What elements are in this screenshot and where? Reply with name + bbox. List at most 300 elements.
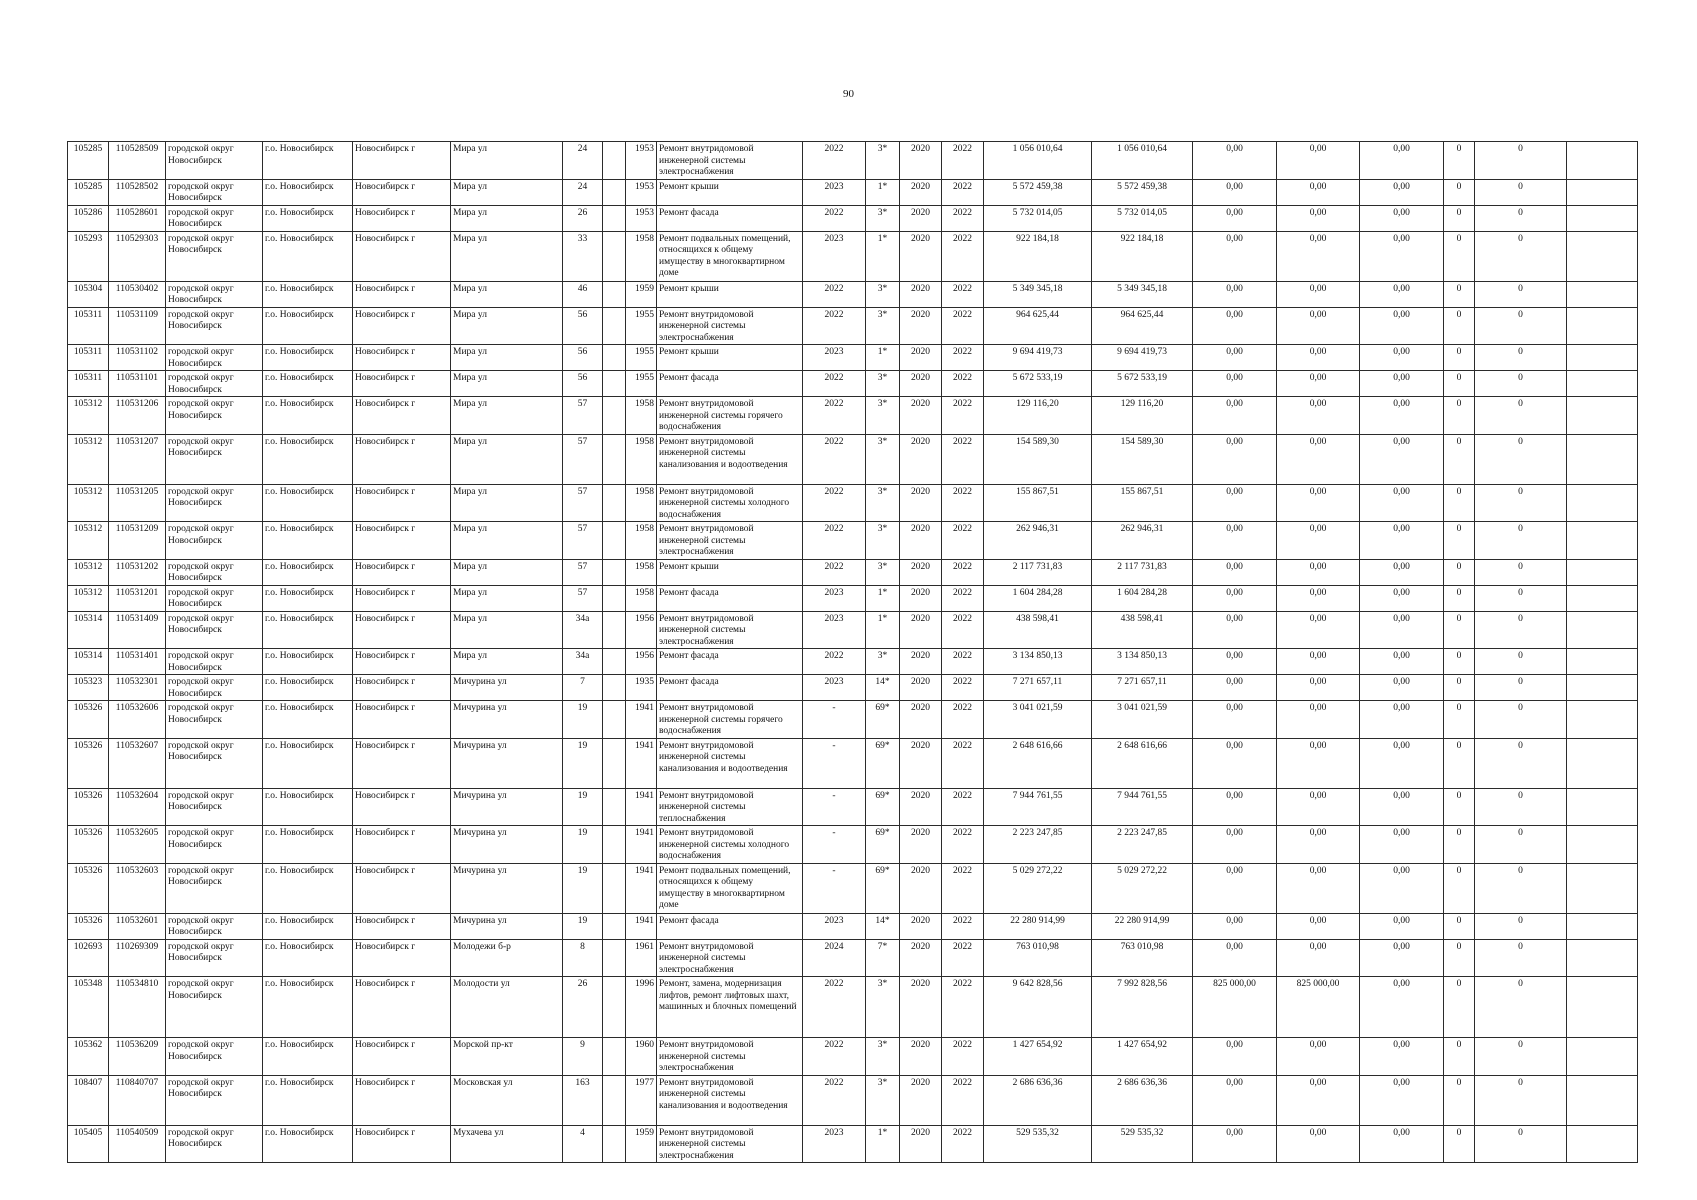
settlement-cell: Новосибирск г: [353, 826, 451, 864]
code-cell: 110532605: [109, 826, 166, 864]
id-cell: 105323: [68, 675, 109, 701]
settlement-cell: Новосибирск г: [353, 397, 451, 435]
budget-c-cell: 0,00: [1360, 484, 1444, 522]
municipality-cell: городской округ Новосибирск: [166, 397, 263, 435]
house-number-cell: 34а: [563, 611, 603, 649]
start-year-cell: 2020: [900, 701, 942, 739]
built-year-cell: 1941: [626, 913, 657, 939]
district-cell: г.о. Новосибирск: [263, 345, 353, 371]
budget-c-cell: 0,00: [1360, 345, 1444, 371]
budget-c-cell: 0,00: [1360, 675, 1444, 701]
plan-year-cell: 2022: [803, 434, 866, 484]
table-row: [68, 738, 1638, 788]
municipality-cell: городской округ Новосибирск: [166, 142, 263, 180]
work-type-cell: Ремонт, замена, модернизация лифтов, ремонт лифтовых шахт, машинных и блочных помещений: [657, 977, 803, 1038]
work-type-cell: Ремонт внутридомовой инженерной системы горячего водоснабжения: [657, 701, 803, 739]
building-cell: [603, 701, 626, 739]
district-cell: г.о. Новосибирск: [263, 281, 353, 307]
district-cell: г.о. Новосибирск: [263, 142, 353, 180]
work-type-cell: Ремонт внутридомовой инженерной системы горячего водоснабжения: [657, 397, 803, 435]
district-cell: г.о. Новосибирск: [263, 371, 353, 397]
building-cell: [603, 913, 626, 939]
total-cost-cell: 262 946,31: [984, 522, 1092, 560]
qty-b-cell: 0: [1475, 1075, 1567, 1125]
end-year-cell: 2022: [942, 205, 984, 231]
table-row: [68, 559, 1638, 585]
qty-a-cell: 0: [1444, 863, 1475, 913]
budget-b-cell: 0,00: [1277, 281, 1360, 307]
budget-a-cell: 0,00: [1193, 675, 1277, 701]
street-cell: Мичурина ул: [451, 863, 563, 913]
budget-a-cell: 0,00: [1193, 1125, 1277, 1163]
mark-cell: 3*: [866, 434, 900, 484]
qty-a-cell: 0: [1444, 1125, 1475, 1163]
plan-year-cell: 2023: [803, 345, 866, 371]
extra-cell: [1567, 1125, 1638, 1163]
qty-a-cell: 0: [1444, 1038, 1475, 1076]
fund-cost-cell: 5 572 459,38: [1092, 179, 1193, 205]
plan-year-cell: 2023: [803, 675, 866, 701]
mark-cell: 1*: [866, 345, 900, 371]
district-cell: г.о. Новосибирск: [263, 522, 353, 560]
district-cell: г.о. Новосибирск: [263, 397, 353, 435]
house-number-cell: 26: [563, 977, 603, 1038]
qty-a-cell: 0: [1444, 231, 1475, 281]
id-cell: 105326: [68, 738, 109, 788]
code-cell: 110532601: [109, 913, 166, 939]
end-year-cell: 2022: [942, 701, 984, 739]
municipality-cell: городской округ Новосибирск: [166, 913, 263, 939]
extra-cell: [1567, 649, 1638, 675]
code-cell: 110531206: [109, 397, 166, 435]
qty-a-cell: 0: [1444, 913, 1475, 939]
budget-b-cell: 0,00: [1277, 675, 1360, 701]
built-year-cell: 1941: [626, 788, 657, 826]
budget-a-cell: 0,00: [1193, 939, 1277, 977]
code-cell: 110528502: [109, 179, 166, 205]
house-number-cell: 4: [563, 1125, 603, 1163]
qty-a-cell: 0: [1444, 281, 1475, 307]
end-year-cell: 2022: [942, 649, 984, 675]
street-cell: Мира ул: [451, 522, 563, 560]
mark-cell: 3*: [866, 142, 900, 180]
house-number-cell: 9: [563, 1038, 603, 1076]
plan-year-cell: 2023: [803, 913, 866, 939]
end-year-cell: 2022: [942, 371, 984, 397]
qty-b-cell: 0: [1475, 307, 1567, 345]
qty-b-cell: 0: [1475, 826, 1567, 864]
qty-b-cell: 0: [1475, 231, 1567, 281]
budget-b-cell: 825 000,00: [1277, 977, 1360, 1038]
house-number-cell: 33: [563, 231, 603, 281]
municipality-cell: городской округ Новосибирск: [166, 205, 263, 231]
street-cell: Мира ул: [451, 231, 563, 281]
budget-a-cell: 0,00: [1193, 205, 1277, 231]
settlement-cell: Новосибирск г: [353, 231, 451, 281]
budget-b-cell: 0,00: [1277, 205, 1360, 231]
fund-cost-cell: 22 280 914,99: [1092, 913, 1193, 939]
code-cell: 110531401: [109, 649, 166, 675]
building-cell: [603, 281, 626, 307]
budget-c-cell: 0,00: [1360, 1075, 1444, 1125]
page-number: 90: [843, 88, 854, 100]
qty-b-cell: 0: [1475, 738, 1567, 788]
code-cell: 110531205: [109, 484, 166, 522]
qty-a-cell: 0: [1444, 371, 1475, 397]
street-cell: Мичурина ул: [451, 913, 563, 939]
table-row: [68, 397, 1638, 435]
end-year-cell: 2022: [942, 434, 984, 484]
work-type-cell: Ремонт фасада: [657, 585, 803, 611]
house-number-cell: 57: [563, 559, 603, 585]
budget-c-cell: 0,00: [1360, 559, 1444, 585]
built-year-cell: 1996: [626, 977, 657, 1038]
extra-cell: [1567, 701, 1638, 739]
budget-c-cell: 0,00: [1360, 585, 1444, 611]
qty-b-cell: 0: [1475, 913, 1567, 939]
start-year-cell: 2020: [900, 863, 942, 913]
extra-cell: [1567, 913, 1638, 939]
budget-a-cell: 0,00: [1193, 522, 1277, 560]
total-cost-cell: 22 280 914,99: [984, 913, 1092, 939]
start-year-cell: 2020: [900, 205, 942, 231]
street-cell: Мира ул: [451, 484, 563, 522]
start-year-cell: 2020: [900, 738, 942, 788]
qty-a-cell: 0: [1444, 788, 1475, 826]
mark-cell: 69*: [866, 788, 900, 826]
fund-cost-cell: 922 184,18: [1092, 231, 1193, 281]
settlement-cell: Новосибирск г: [353, 1125, 451, 1163]
id-cell: 105326: [68, 701, 109, 739]
budget-b-cell: 0,00: [1277, 559, 1360, 585]
extra-cell: [1567, 397, 1638, 435]
settlement-cell: Новосибирск г: [353, 1075, 451, 1125]
mark-cell: 1*: [866, 585, 900, 611]
extra-cell: [1567, 371, 1638, 397]
municipality-cell: городской округ Новосибирск: [166, 345, 263, 371]
budget-c-cell: 0,00: [1360, 977, 1444, 1038]
end-year-cell: 2022: [942, 345, 984, 371]
start-year-cell: 2020: [900, 371, 942, 397]
budget-c-cell: 0,00: [1360, 142, 1444, 180]
work-type-cell: Ремонт фасада: [657, 371, 803, 397]
start-year-cell: 2020: [900, 913, 942, 939]
code-cell: 110531209: [109, 522, 166, 560]
built-year-cell: 1958: [626, 522, 657, 560]
budget-a-cell: 0,00: [1193, 307, 1277, 345]
district-cell: г.о. Новосибирск: [263, 977, 353, 1038]
end-year-cell: 2022: [942, 738, 984, 788]
code-cell: 110528509: [109, 142, 166, 180]
qty-a-cell: 0: [1444, 434, 1475, 484]
start-year-cell: 2020: [900, 179, 942, 205]
table-row: [68, 585, 1638, 611]
building-cell: [603, 397, 626, 435]
qty-a-cell: 0: [1444, 675, 1475, 701]
start-year-cell: 2020: [900, 281, 942, 307]
district-cell: г.о. Новосибирск: [263, 1125, 353, 1163]
end-year-cell: 2022: [942, 559, 984, 585]
house-number-cell: 56: [563, 307, 603, 345]
extra-cell: [1567, 307, 1638, 345]
building-cell: [603, 484, 626, 522]
total-cost-cell: 3 134 850,13: [984, 649, 1092, 675]
mark-cell: 69*: [866, 738, 900, 788]
settlement-cell: Новосибирск г: [353, 649, 451, 675]
house-number-cell: 57: [563, 434, 603, 484]
work-type-cell: Ремонт внутридомовой инженерной системы канализования и водоотведения: [657, 738, 803, 788]
budget-b-cell: 0,00: [1277, 913, 1360, 939]
qty-a-cell: 0: [1444, 522, 1475, 560]
building-cell: [603, 371, 626, 397]
building-cell: [603, 142, 626, 180]
budget-a-cell: 0,00: [1193, 701, 1277, 739]
fund-cost-cell: 154 589,30: [1092, 434, 1193, 484]
budget-a-cell: 0,00: [1193, 281, 1277, 307]
code-cell: 110529303: [109, 231, 166, 281]
end-year-cell: 2022: [942, 977, 984, 1038]
extra-cell: [1567, 281, 1638, 307]
district-cell: г.о. Новосибирск: [263, 179, 353, 205]
budget-a-cell: 0,00: [1193, 142, 1277, 180]
qty-a-cell: 0: [1444, 1075, 1475, 1125]
code-cell: 110532603: [109, 863, 166, 913]
qty-b-cell: 0: [1475, 205, 1567, 231]
fund-cost-cell: 262 946,31: [1092, 522, 1193, 560]
qty-a-cell: 0: [1444, 484, 1475, 522]
qty-b-cell: 0: [1475, 611, 1567, 649]
settlement-cell: Новосибирск г: [353, 738, 451, 788]
total-cost-cell: 763 010,98: [984, 939, 1092, 977]
qty-b-cell: 0: [1475, 701, 1567, 739]
settlement-cell: Новосибирск г: [353, 675, 451, 701]
total-cost-cell: 2 117 731,83: [984, 559, 1092, 585]
fund-cost-cell: 5 029 272,22: [1092, 863, 1193, 913]
municipality-cell: городской округ Новосибирск: [166, 611, 263, 649]
building-cell: [603, 1125, 626, 1163]
table-row: [68, 913, 1638, 939]
built-year-cell: 1958: [626, 231, 657, 281]
work-type-cell: Ремонт внутридомовой инженерной системы электроснабжения: [657, 307, 803, 345]
id-cell: 105285: [68, 179, 109, 205]
building-cell: [603, 977, 626, 1038]
house-number-cell: 24: [563, 179, 603, 205]
qty-b-cell: 0: [1475, 1038, 1567, 1076]
district-cell: г.о. Новосибирск: [263, 913, 353, 939]
built-year-cell: 1958: [626, 484, 657, 522]
plan-year-cell: -: [803, 826, 866, 864]
table-row: [68, 1038, 1638, 1076]
building-cell: [603, 585, 626, 611]
built-year-cell: 1941: [626, 701, 657, 739]
district-cell: г.о. Новосибирск: [263, 205, 353, 231]
qty-a-cell: 0: [1444, 307, 1475, 345]
municipality-cell: городской округ Новосибирск: [166, 307, 263, 345]
mark-cell: 1*: [866, 611, 900, 649]
fund-cost-cell: 529 535,32: [1092, 1125, 1193, 1163]
qty-a-cell: 0: [1444, 559, 1475, 585]
start-year-cell: 2020: [900, 939, 942, 977]
settlement-cell: Новосибирск г: [353, 939, 451, 977]
street-cell: Мира ул: [451, 611, 563, 649]
id-cell: 105311: [68, 307, 109, 345]
fund-cost-cell: 3 041 021,59: [1092, 701, 1193, 739]
extra-cell: [1567, 939, 1638, 977]
budget-b-cell: 0,00: [1277, 484, 1360, 522]
built-year-cell: 1941: [626, 863, 657, 913]
capital-repair-table: [67, 141, 1638, 1163]
id-cell: 102693: [68, 939, 109, 977]
id-cell: 105285: [68, 142, 109, 180]
municipality-cell: городской округ Новосибирск: [166, 281, 263, 307]
qty-b-cell: 0: [1475, 397, 1567, 435]
fund-cost-cell: 1 427 654,92: [1092, 1038, 1193, 1076]
street-cell: Мичурина ул: [451, 738, 563, 788]
total-cost-cell: 2 648 616,66: [984, 738, 1092, 788]
budget-c-cell: 0,00: [1360, 826, 1444, 864]
budget-b-cell: 0,00: [1277, 345, 1360, 371]
district-cell: г.о. Новосибирск: [263, 1038, 353, 1076]
qty-b-cell: 0: [1475, 179, 1567, 205]
table-row: [68, 701, 1638, 739]
start-year-cell: 2020: [900, 611, 942, 649]
work-type-cell: Ремонт фасада: [657, 675, 803, 701]
qty-b-cell: 0: [1475, 585, 1567, 611]
end-year-cell: 2022: [942, 611, 984, 649]
house-number-cell: 19: [563, 913, 603, 939]
settlement-cell: Новосибирск г: [353, 788, 451, 826]
id-cell: 105312: [68, 434, 109, 484]
municipality-cell: городской округ Новосибирск: [166, 977, 263, 1038]
building-cell: [603, 522, 626, 560]
qty-a-cell: 0: [1444, 585, 1475, 611]
street-cell: Мира ул: [451, 585, 563, 611]
plan-year-cell: -: [803, 738, 866, 788]
fund-cost-cell: 155 867,51: [1092, 484, 1193, 522]
code-cell: 110531102: [109, 345, 166, 371]
id-cell: 105348: [68, 977, 109, 1038]
total-cost-cell: 9 694 419,73: [984, 345, 1092, 371]
qty-a-cell: 0: [1444, 826, 1475, 864]
qty-a-cell: 0: [1444, 939, 1475, 977]
code-cell: 110532604: [109, 788, 166, 826]
budget-c-cell: 0,00: [1360, 611, 1444, 649]
table-row: [68, 788, 1638, 826]
built-year-cell: 1958: [626, 559, 657, 585]
extra-cell: [1567, 205, 1638, 231]
fund-cost-cell: 3 134 850,13: [1092, 649, 1193, 675]
district-cell: г.о. Новосибирск: [263, 231, 353, 281]
id-cell: 105293: [68, 231, 109, 281]
table-row: [68, 434, 1638, 484]
plan-year-cell: 2022: [803, 977, 866, 1038]
plan-year-cell: 2022: [803, 205, 866, 231]
start-year-cell: 2020: [900, 307, 942, 345]
plan-year-cell: 2023: [803, 179, 866, 205]
building-cell: [603, 559, 626, 585]
built-year-cell: 1956: [626, 649, 657, 675]
mark-cell: 3*: [866, 649, 900, 675]
qty-a-cell: 0: [1444, 701, 1475, 739]
work-type-cell: Ремонт подвальных помещений, относящихся к общему имуществу в многоквартирном доме: [657, 231, 803, 281]
fund-cost-cell: 2 223 247,85: [1092, 826, 1193, 864]
municipality-cell: городской округ Новосибирск: [166, 585, 263, 611]
total-cost-cell: 7 271 657,11: [984, 675, 1092, 701]
fund-cost-cell: 7 271 657,11: [1092, 675, 1193, 701]
end-year-cell: 2022: [942, 484, 984, 522]
building-cell: [603, 205, 626, 231]
qty-b-cell: 0: [1475, 559, 1567, 585]
total-cost-cell: 1 604 284,28: [984, 585, 1092, 611]
end-year-cell: 2022: [942, 397, 984, 435]
district-cell: г.о. Новосибирск: [263, 307, 353, 345]
built-year-cell: 1977: [626, 1075, 657, 1125]
district-cell: г.о. Новосибирск: [263, 484, 353, 522]
start-year-cell: 2020: [900, 977, 942, 1038]
budget-a-cell: 0,00: [1193, 484, 1277, 522]
code-cell: 110531202: [109, 559, 166, 585]
district-cell: г.о. Новосибирск: [263, 649, 353, 675]
qty-b-cell: 0: [1475, 675, 1567, 701]
street-cell: Мира ул: [451, 345, 563, 371]
built-year-cell: 1960: [626, 1038, 657, 1076]
mark-cell: 3*: [866, 484, 900, 522]
building-cell: [603, 231, 626, 281]
built-year-cell: 1953: [626, 179, 657, 205]
built-year-cell: 1958: [626, 434, 657, 484]
house-number-cell: 57: [563, 522, 603, 560]
building-cell: [603, 611, 626, 649]
code-cell: 110534810: [109, 977, 166, 1038]
work-type-cell: Ремонт крыши: [657, 179, 803, 205]
budget-a-cell: 0,00: [1193, 826, 1277, 864]
budget-b-cell: 0,00: [1277, 231, 1360, 281]
budget-c-cell: 0,00: [1360, 738, 1444, 788]
table-row: [68, 345, 1638, 371]
plan-year-cell: 2023: [803, 231, 866, 281]
municipality-cell: городской округ Новосибирск: [166, 788, 263, 826]
total-cost-cell: 5 349 345,18: [984, 281, 1092, 307]
municipality-cell: городской округ Новосибирск: [166, 1075, 263, 1125]
id-cell: 105326: [68, 826, 109, 864]
plan-year-cell: -: [803, 863, 866, 913]
start-year-cell: 2020: [900, 826, 942, 864]
district-cell: г.о. Новосибирск: [263, 585, 353, 611]
qty-a-cell: 0: [1444, 179, 1475, 205]
code-cell: 110840707: [109, 1075, 166, 1125]
plan-year-cell: 2022: [803, 649, 866, 675]
building-cell: [603, 1038, 626, 1076]
qty-a-cell: 0: [1444, 205, 1475, 231]
settlement-cell: Новосибирск г: [353, 559, 451, 585]
qty-a-cell: 0: [1444, 345, 1475, 371]
fund-cost-cell: 2 648 616,66: [1092, 738, 1193, 788]
building-cell: [603, 307, 626, 345]
extra-cell: [1567, 345, 1638, 371]
total-cost-cell: 155 867,51: [984, 484, 1092, 522]
budget-a-cell: 0,00: [1193, 611, 1277, 649]
house-number-cell: 46: [563, 281, 603, 307]
budget-a-cell: 825 000,00: [1193, 977, 1277, 1038]
building-cell: [603, 675, 626, 701]
mark-cell: 1*: [866, 179, 900, 205]
budget-c-cell: 0,00: [1360, 434, 1444, 484]
fund-cost-cell: 7 992 828,56: [1092, 977, 1193, 1038]
fund-cost-cell: 964 625,44: [1092, 307, 1193, 345]
budget-b-cell: 0,00: [1277, 1038, 1360, 1076]
qty-a-cell: 0: [1444, 738, 1475, 788]
mark-cell: 1*: [866, 1125, 900, 1163]
